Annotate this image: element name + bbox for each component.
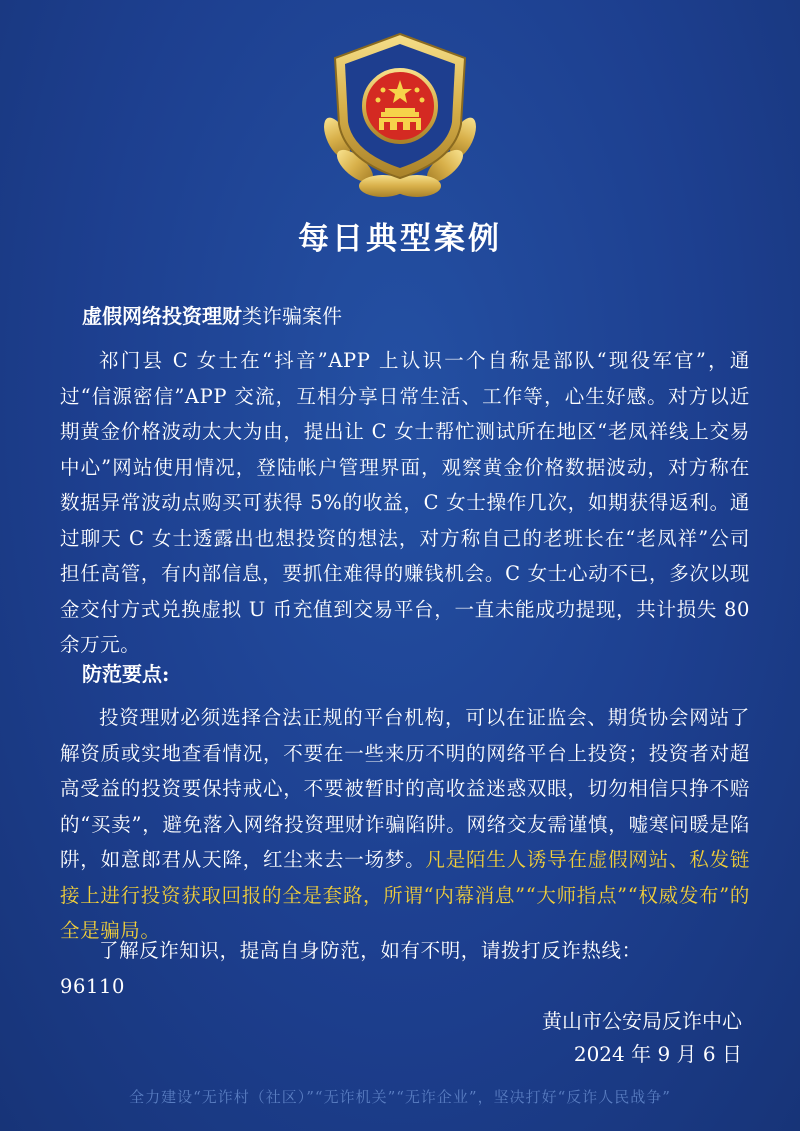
prevention-text bbox=[60, 700, 750, 949]
footer-slogan: 全力建设“无诈村（社区）”“无诈机关”“无诈企业”，坚决打好“反诈人民战争” bbox=[129, 1088, 671, 1106]
signature-org: 黄山市公安局反诈中心 bbox=[542, 1009, 742, 1033]
prevention-body: 投资理财必须选择合法正规的平台机构，可以在证监会、期货协会网站了解资质或实地查看情况，不要在一些来历不明的网络平台上投资；投资者对超高受益的投资要保持戒心，不要被暂时的高收益迷惑双眼，切勿相信只挣不赔的“买卖”，避免落入网络投资理财诈骗陷阱。网络交友需谨慎，嘘寒问暖是陷阱，如意郎君从天降，红尘来去一场梦。 bbox=[60, 706, 750, 871]
closing-sentence: 了解反诈知识，提高自身防范，如有不明，请拨打反诈热线： bbox=[99, 939, 642, 962]
case-title bbox=[82, 300, 342, 329]
prevention-highlight: 凡是陌生人诱导在虚假网站、私发链接上进行投资获取回报的全是套路，所谓“内幕消息”“大师指点”“权威发布”的全是骗局。 bbox=[60, 848, 750, 942]
case-title-strong: 虚假网络投资理财 bbox=[82, 304, 242, 328]
signature bbox=[542, 1005, 742, 1071]
case-title-rest: 类诈骗案件 bbox=[242, 304, 342, 328]
signature-date: 2024 年 9 月 6 日 bbox=[573, 1042, 742, 1066]
case-description: 祁门县 C 女士在“抖音”APP 上认识一个自称是部队“现役军官”，通过“信源密信”APP 交流，互相分享日常生活、工作等，心生好感。对方以近期黄金价格波动太大为由，提出让 C 女士帮忙测试所在地区“老凤祥线上交易中心”网站使用情况，登陆帐户管理界面，观察黄金价格数据波动，对方称在数据异常波动点购买可获得 5%的收益，C 女士操作几次，如期获得返利。通过聊天 C 女士透露出也想投资的想法，对方称自己的老班长在“老凤祥”公司担任高管，有内部信息，要抓住难得的赚钱机会。C 女士心动不已，多次以现金交付方式兑换虚拟 U 币充值到交易平台，一直未能成功提现，共计损失 80 余万元。 bbox=[60, 349, 750, 656]
closing-text bbox=[60, 933, 750, 1004]
prevention-heading: 防范要点: bbox=[82, 662, 170, 686]
hotline-number[interactable]: 96110 bbox=[60, 974, 126, 998]
page-title: 每日典型案例 bbox=[298, 221, 502, 257]
police-emblem-icon bbox=[315, 28, 485, 203]
